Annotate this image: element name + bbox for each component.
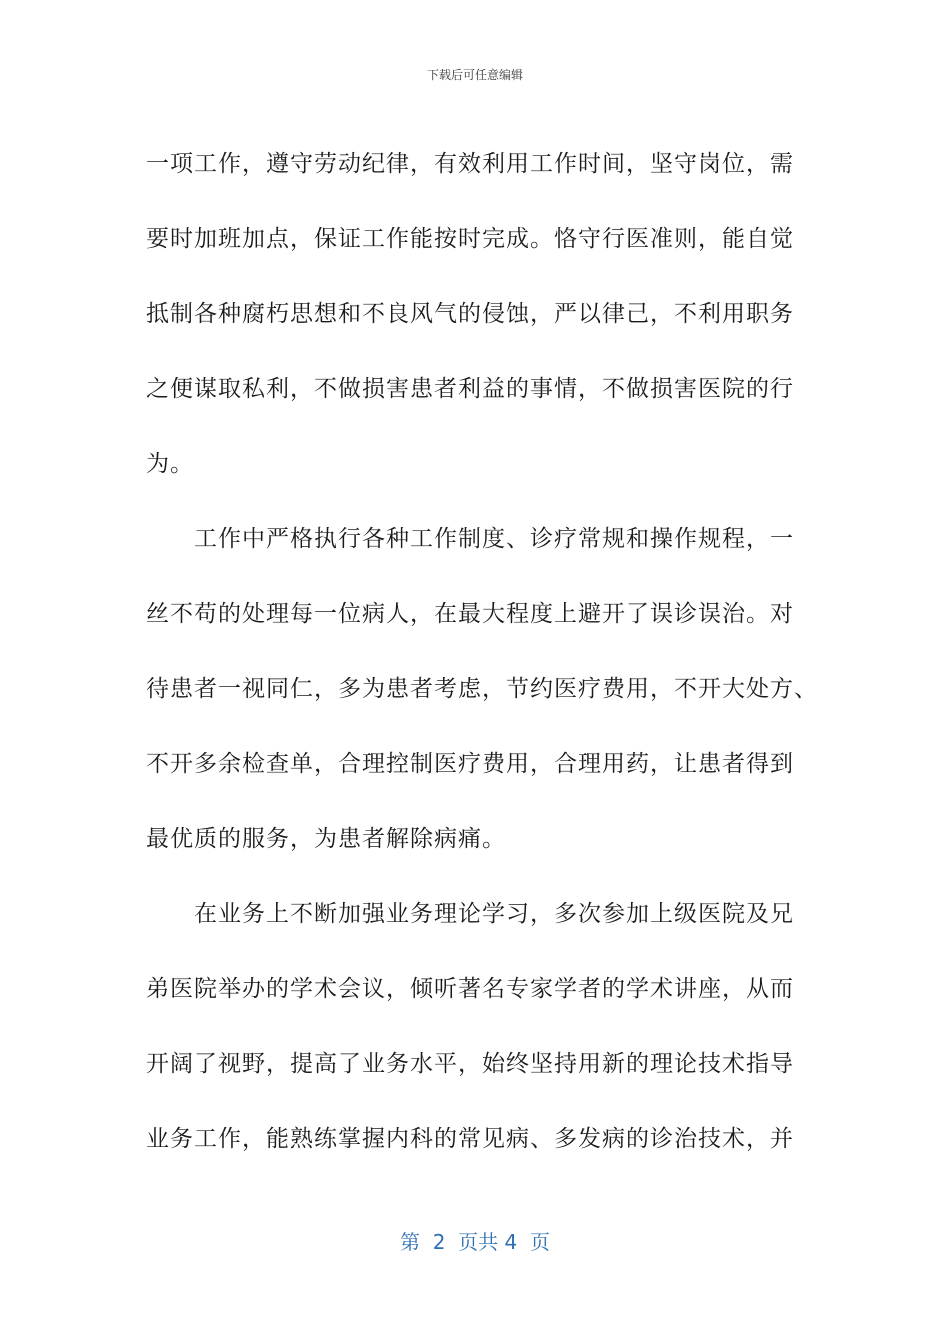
header-note: 下载后可任意编辑 <box>426 68 523 82</box>
page-number-footer: 第 2 页共 4 页 <box>400 1230 550 1254</box>
text-line: 抵制各种腐朽思想和不良风气的侵蚀，严以律己，不利用职务 <box>146 301 794 327</box>
text-line: 在业务上不断加强业务理论学习，多次参加上级医院及兄 <box>146 901 794 927</box>
document-body <box>146 127 826 1177</box>
text-line: 一项工作，遵守劳动纪律，有效利用工作时间，坚守岗位，需 <box>146 151 794 177</box>
text-line: 最优质的服务，为患者解除病痛。 <box>146 826 506 852</box>
text-line: 要时加班加点，保证工作能按时完成。恪守行医准则，能自觉 <box>146 226 794 252</box>
text-line: 弟医院举办的学术会议，倾听著名专家学者的学术讲座，从而 <box>146 976 794 1002</box>
text-line: 不开多余检查单，合理控制医疗费用，合理用药，让患者得到 <box>146 751 794 777</box>
text-line: 为。 <box>146 451 194 477</box>
text-line: 工作中严格执行各种工作制度、诊疗常规和操作规程，一 <box>146 526 794 552</box>
text-line: 之便谋取私利，不做损害患者利益的事情，不做损害医院的行 <box>146 376 794 402</box>
text-line: 丝不苟的处理每一位病人，在最大程度上避开了误诊误治。对 <box>146 601 794 627</box>
text-line: 业务工作，能熟练掌握内科的常见病、多发病的诊治技术，并 <box>146 1126 794 1152</box>
text-line: 待患者一视同仁，多为患者考虑，节约医疗费用，不开大处方、 <box>146 676 818 702</box>
text-line: 开阔了视野，提高了业务水平，始终坚持用新的理论技术指导 <box>146 1051 794 1077</box>
